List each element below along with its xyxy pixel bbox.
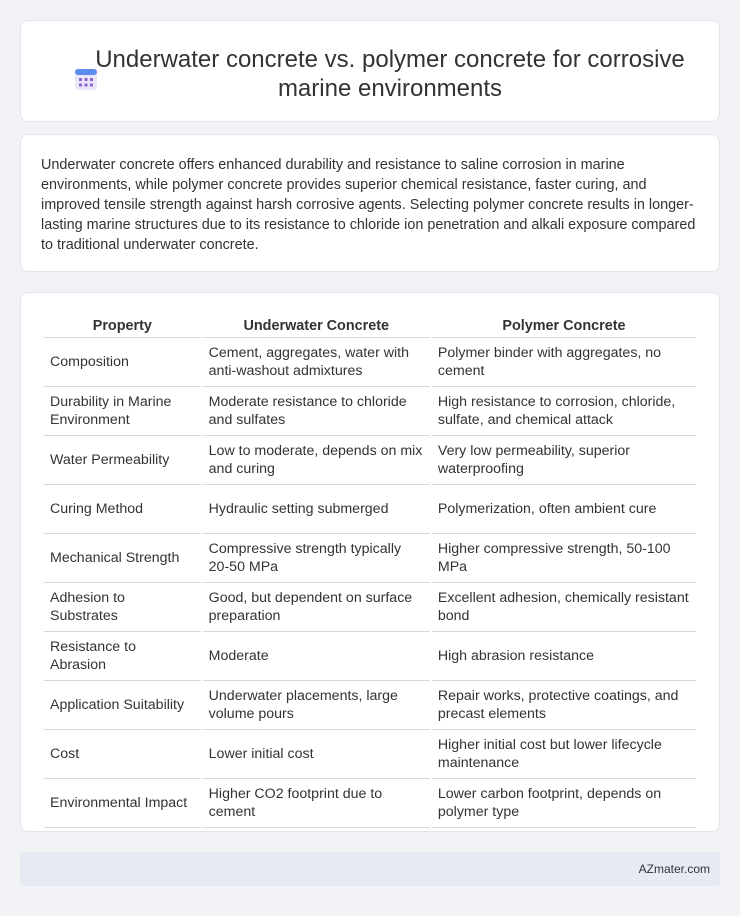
table-row xyxy=(44,534,696,583)
property-cell: Curing Method xyxy=(44,485,201,534)
comparison-table xyxy=(42,315,698,828)
property-cell: Water Permeability xyxy=(44,436,201,485)
polymer-cell: High abrasion resistance xyxy=(432,632,696,681)
property-cell: Resistance to Abrasion xyxy=(44,632,201,681)
polymer-cell: Very low permeability, superior waterproofing xyxy=(432,436,696,485)
polymer-cell: Polymer binder with aggregates, no cement xyxy=(432,338,696,387)
page-title: Underwater concrete vs. polymer concrete for corrosive marine environments xyxy=(95,46,685,102)
property-cell: Application Suitability xyxy=(44,681,201,730)
property-cell: Cost xyxy=(44,730,201,779)
property-cell: Environmental Impact xyxy=(44,779,201,828)
polymer-cell: Lower carbon footprint, depends on polymer type xyxy=(432,779,696,828)
polymer-cell: Higher compressive strength, 50-100 MPa xyxy=(432,534,696,583)
title-card xyxy=(20,20,720,122)
column-header-underwater: Underwater Concrete xyxy=(203,315,430,338)
table-row xyxy=(44,681,696,730)
polymer-cell: Repair works, protective coatings, and precast elements xyxy=(432,681,696,730)
summary-text: Underwater concrete offers enhanced durability and resistance to saline corrosion in marine environments, while polymer concrete provides superior chemical resistance, faster curing, and improved tensile strength against harsh corrosive agents. Selecting polymer concrete results in longer-lasting marine structures due to its resistance to chloride ion penetration and alkali exposure compared to traditional underwater concrete. xyxy=(41,157,696,253)
footer-brand: AZmater.com xyxy=(638,862,710,876)
table-row xyxy=(44,485,696,534)
property-cell: Mechanical Strength xyxy=(44,534,201,583)
underwater-cell: Moderate xyxy=(203,632,430,681)
column-header-property: Property xyxy=(44,315,201,338)
property-cell: Composition xyxy=(44,338,201,387)
summary-card xyxy=(20,134,720,272)
footer-bar xyxy=(20,852,720,886)
underwater-cell: Higher CO2 footprint due to cement xyxy=(203,779,430,828)
property-cell: Adhesion to Substrates xyxy=(44,583,201,632)
underwater-cell: Hydraulic setting submerged xyxy=(203,485,430,534)
column-header-polymer: Polymer Concrete xyxy=(432,315,696,338)
table-header-row xyxy=(44,315,696,338)
table-row xyxy=(44,338,696,387)
underwater-cell: Lower initial cost xyxy=(203,730,430,779)
table-row xyxy=(44,632,696,681)
table-row xyxy=(44,436,696,485)
polymer-cell: Polymerization, often ambient cure xyxy=(432,485,696,534)
underwater-cell: Cement, aggregates, water with anti-washout admixtures xyxy=(203,338,430,387)
polymer-cell: Excellent adhesion, chemically resistant bond xyxy=(432,583,696,632)
property-cell: Durability in Marine Environment xyxy=(44,387,201,436)
comparison-table-card xyxy=(20,292,720,832)
underwater-cell: Underwater placements, large volume pours xyxy=(203,681,430,730)
table-row xyxy=(44,779,696,828)
table-row xyxy=(44,387,696,436)
polymer-cell: Higher initial cost but lower lifecycle maintenance xyxy=(432,730,696,779)
polymer-cell: High resistance to corrosion, chloride, sulfate, and chemical attack xyxy=(432,387,696,436)
underwater-cell: Low to moderate, depends on mix and curing xyxy=(203,436,430,485)
underwater-cell: Compressive strength typically 20-50 MPa xyxy=(203,534,430,583)
table-row xyxy=(44,730,696,779)
table-row xyxy=(44,583,696,632)
underwater-cell: Moderate resistance to chloride and sulfates xyxy=(203,387,430,436)
underwater-cell: Good, but dependent on surface preparation xyxy=(203,583,430,632)
